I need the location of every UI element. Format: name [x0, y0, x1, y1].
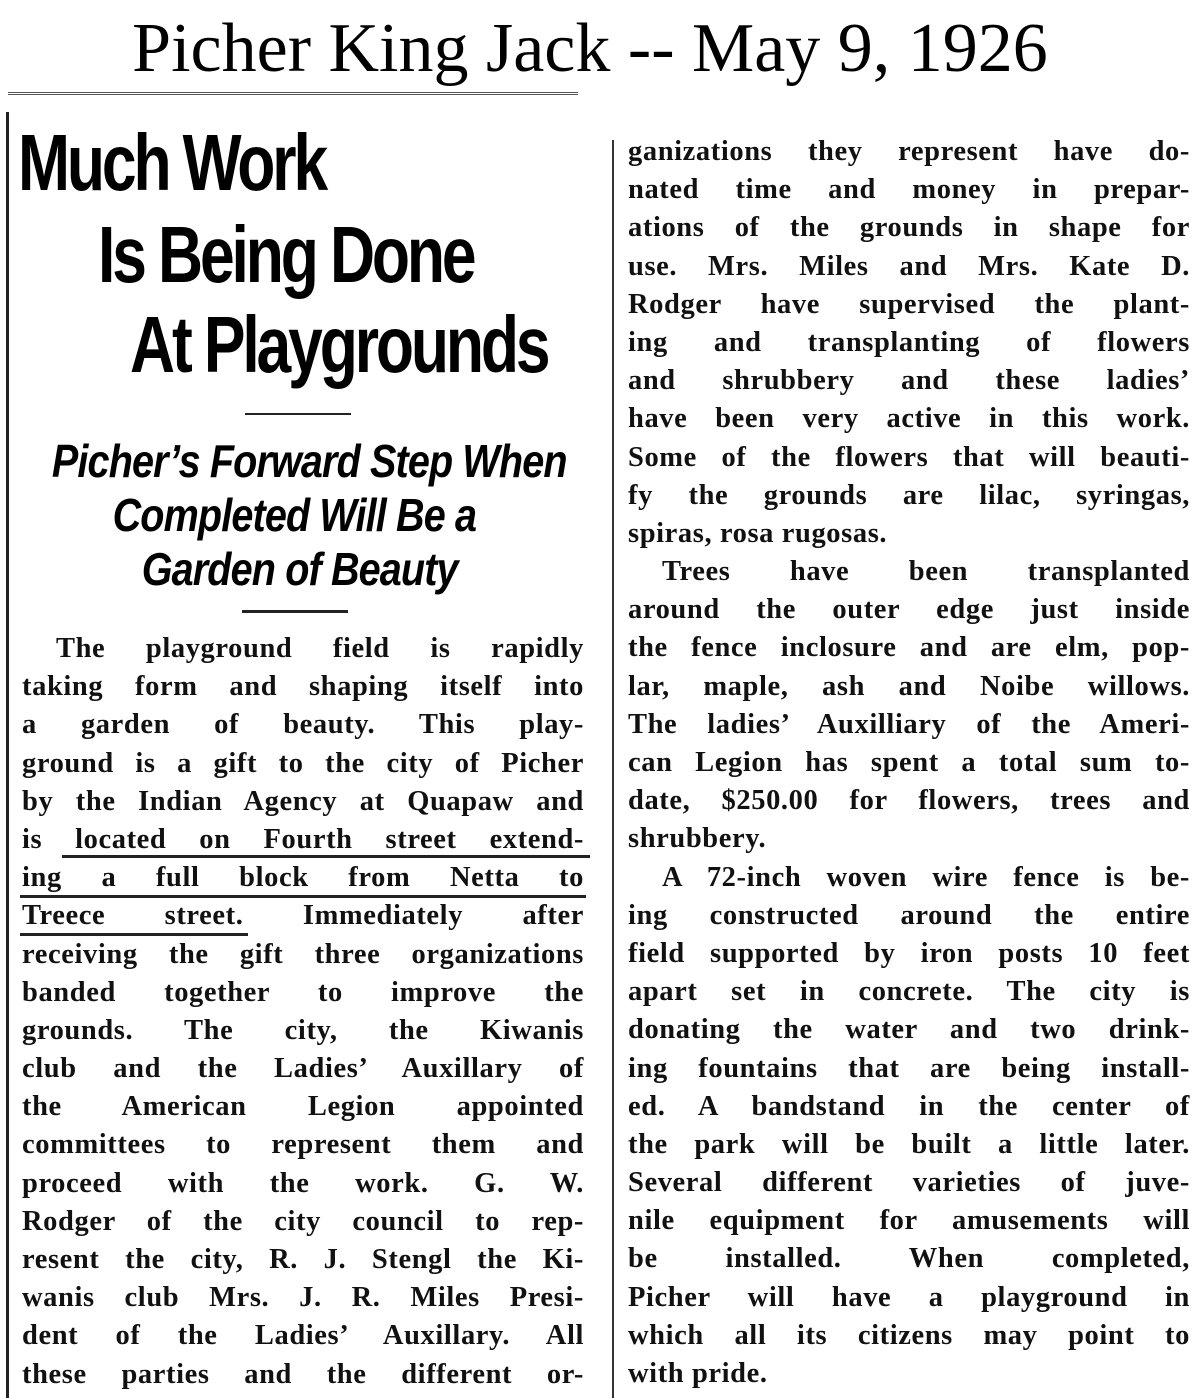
- text-line: Some of the flowers that will beauti-: [628, 441, 1190, 473]
- text-line: have been very active in this work.: [628, 403, 1190, 435]
- body-column-right: [628, 133, 1190, 1393]
- text-line: can Legion has spent a total sum to-: [628, 747, 1190, 778]
- text-line: ing a full block from Netta to: [22, 862, 584, 894]
- headline-line-1: Much Work: [18, 118, 326, 207]
- text-line: club and the Ladies’ Auxillary of: [22, 1053, 584, 1085]
- text-line: Several different varieties of juve-: [628, 1167, 1190, 1199]
- text-line: wanis club Mrs. J. R. Miles Presi-: [22, 1282, 584, 1314]
- text-line: Trees have been transplanted: [662, 556, 1190, 588]
- text-line: around the outer edge just inside: [628, 594, 1190, 626]
- left-column-border: [6, 112, 9, 1398]
- text-line: The ladies’ Auxilliary of the Ameri-: [628, 708, 1190, 740]
- text-line: receiving the gift three organizations: [22, 938, 584, 970]
- text-line: with pride.: [628, 1358, 768, 1389]
- text-line: proceed with the work. G. W.: [22, 1167, 584, 1199]
- text-line: A 72-inch woven wire fence is be-: [662, 861, 1190, 893]
- text-line: Picher will have a playground in: [628, 1281, 1190, 1313]
- text-line: use. Mrs. Miles and Mrs. Kate D.: [628, 250, 1190, 282]
- text-line: which all its citizens may point to: [628, 1319, 1190, 1351]
- text-line: Treece street. Immediately after: [22, 900, 584, 932]
- text-line: ations of the grounds in shape for: [628, 212, 1190, 244]
- underline-mark-2: [20, 895, 586, 898]
- text-line: be installed. When completed,: [628, 1243, 1190, 1275]
- text-line: ed. A bandstand in the center of: [628, 1090, 1190, 1122]
- text-line: taking form and shaping itself into: [22, 671, 584, 703]
- text-line: a garden of beauty. This play-: [22, 709, 584, 741]
- subhead-line-2: Completed Will Be a: [112, 489, 476, 541]
- subhead-divider-rule: [242, 610, 348, 613]
- text-line: these parties and the different or-: [22, 1358, 584, 1390]
- text-line: banded together to improve the: [22, 976, 584, 1008]
- text-line: nile equipment for amusements will: [628, 1205, 1190, 1237]
- text-line: the park will be built a little later.: [628, 1128, 1190, 1160]
- text-line: the American Legion appointed: [22, 1091, 584, 1123]
- text-line: is located on Fourth street extend-: [22, 823, 584, 855]
- text-line: by the Indian Agency at Quapaw and: [22, 785, 584, 817]
- page-title: Picher King Jack -- May 9, 1926: [132, 10, 1048, 87]
- subhead-line-3: Garden of Beauty: [142, 543, 458, 595]
- text-line: apart set in concrete. The city is: [628, 976, 1190, 1008]
- text-line: nated time and money in prepar-: [628, 174, 1190, 206]
- headline-line-3: At Playgrounds: [130, 300, 548, 389]
- text-line: and shrubbery and these ladies’: [628, 365, 1190, 397]
- headline-line-2: Is Being Done: [98, 210, 474, 299]
- underline-mark-3: [20, 933, 248, 936]
- text-line: dent of the Ladies’ Auxillary. All: [22, 1320, 584, 1352]
- text-line: committees to represent them and: [22, 1129, 584, 1161]
- text-line: lar, maple, ash and Noibe willows.: [628, 670, 1190, 702]
- text-line: the fence inclosure and are elm, pop-: [628, 632, 1190, 664]
- text-line: spiras, rosa rugosas.: [628, 517, 888, 549]
- text-line: fy the grounds are lilac, syringas,: [628, 479, 1190, 511]
- text-line: ing constructed around the entire: [628, 899, 1190, 931]
- text-line: shrubbery.: [628, 823, 767, 855]
- headline-divider-rule: [245, 413, 351, 415]
- text-line: Rodger of the city council to rep-: [22, 1205, 584, 1237]
- text-line: Rodger have supervised the plant-: [628, 288, 1190, 320]
- subhead-line-1: Picher’s Forward Step When: [51, 435, 567, 487]
- text-line: ing and transplanting of flowers: [628, 326, 1190, 358]
- text-line: date, $250.00 for flowers, trees and: [628, 785, 1190, 817]
- body-column-left: [22, 630, 584, 1394]
- text-line: ground is a gift to the city of Picher: [22, 747, 584, 779]
- text-line: resent the city, R. J. Stengl the Ki-: [22, 1244, 584, 1275]
- column-divider: [612, 140, 614, 1398]
- text-line: grounds. The city, the Kiwanis: [22, 1014, 584, 1046]
- text-line: The playground field is rapidly: [56, 633, 584, 664]
- text-line: ing fountains that are being install-: [628, 1052, 1190, 1084]
- underline-mark-1: [62, 855, 590, 858]
- top-double-rule: [8, 92, 578, 95]
- text-line: ganizations they represent have do-: [628, 136, 1190, 167]
- text-line: donating the water and two drink-: [628, 1014, 1190, 1046]
- text-line: field supported by iron posts 10 feet: [628, 937, 1190, 969]
